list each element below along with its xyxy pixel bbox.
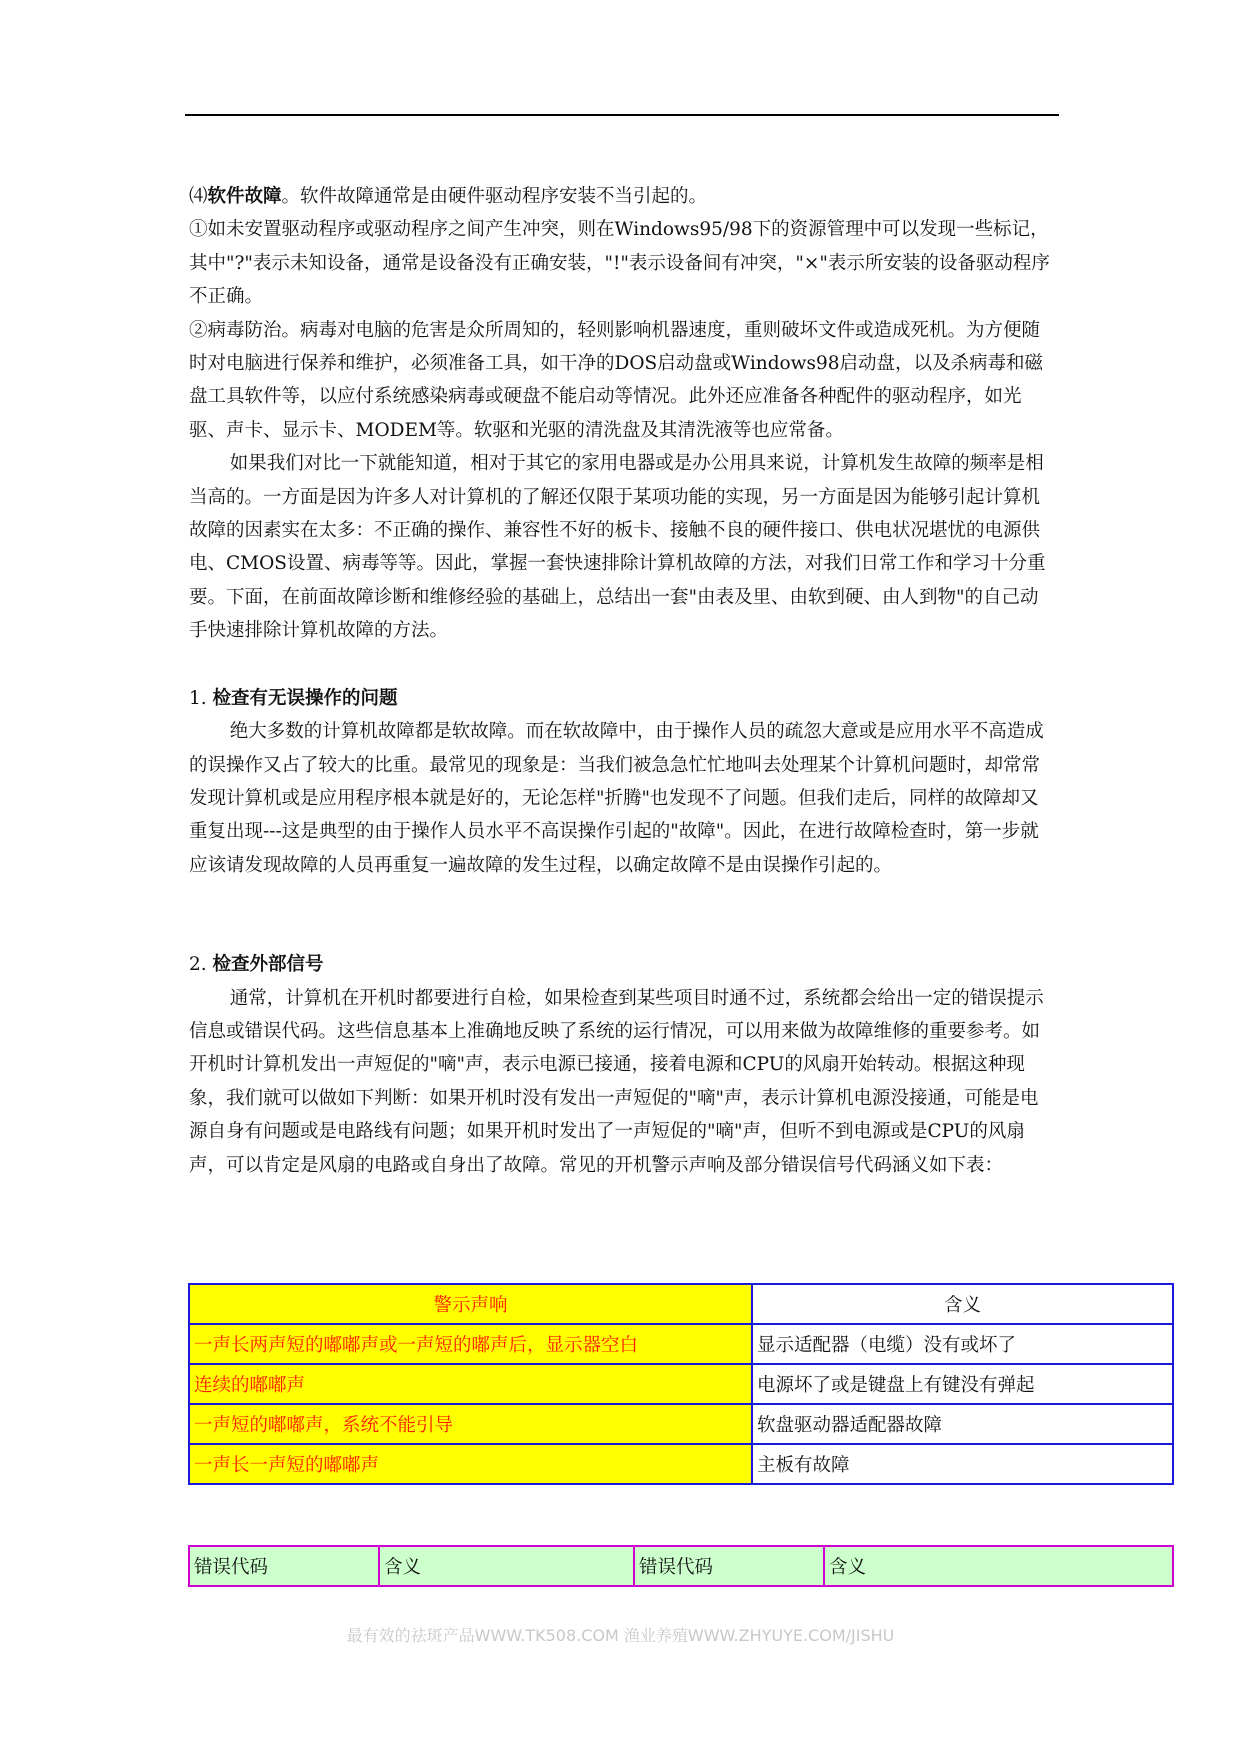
meaning-cell: 显示适配器（电缆）没有或坏了 [752,1324,1173,1364]
header-cell-beep: 警示声响 [189,1284,752,1324]
page-footer: 最有效的祛斑产品WWW.TK508.COM 渔业养殖WWW.ZHYUYE.COM/JISHU [346,1626,895,1645]
meaning-cell: 主板有故障 [752,1444,1173,1484]
section-4-prefix: ⑷ [189,186,208,207]
beep-cell: 连续的嘟嘟声 [189,1364,752,1404]
document-body [189,180,1057,1182]
table-row [189,1324,1173,1364]
meaning-cell: 电源坏了或是键盘上有键没有弹起 [752,1364,1173,1404]
section-1-number: 1. [189,687,207,709]
item-1-paragraph: ①如未安置驱动程序或驱动程序之间产生冲突，则在Windows95/98下的资源管理中可以发现一些标记，其中"?"表示未知设备，通常是设备没有正确安装，"!"表示设备间有冲突，"×"表示所安装的设备驱动程序不正确。 [189,219,1050,308]
header-rule [185,114,1059,116]
section-1-heading [189,682,1057,715]
section-4-text: 。软件故障通常是由硬件驱动程序安装不当引起的。 [281,186,708,207]
header-cell-meaning: 含义 [752,1284,1173,1324]
header-cell-error-code: 错误代码 [634,1546,824,1586]
section-2-title: 检查外部信号 [212,954,324,976]
section-4-paragraph [189,180,1057,213]
table-row [189,1364,1173,1404]
section-4-heading: 软件故障 [207,186,282,207]
beep-cell: 一声短的嘟嘟声，系统不能引导 [189,1404,752,1444]
spacer [189,882,1057,948]
table-header-row [189,1546,1173,1586]
table-row [189,1404,1173,1444]
intro-paragraph: 如果我们对比一下就能知道，相对于其它的家用电器或是办公用具来说，计算机发生故障的频率是相当高的。一方面是因为许多人对计算机的了解还仅限于某项功能的实现，另一方面是因为能够引起计算机故障的因素实在太多：不正确的操作、兼容性不好的板卡、接触不良的硬件接口、供电状况堪忧的电源供电、CMOS设置、病毒等等。因此，掌握一套快速排除计算机故障的方法，对我们日常工作和学习十分重要。下面，在前面故障诊断和维修经验的基础上，总结出一套"由表及里、由软到硬、由人到物"的自己动手快速排除计算机故障的方法。 [189,453,1046,642]
section-2-number: 2. [189,954,207,976]
spacer [189,648,1057,682]
meaning-cell: 软盘驱动器适配器故障 [752,1404,1173,1444]
table-header-row [189,1284,1173,1324]
section-2-body: 通常，计算机在开机时都要进行自检，如果检查到某些项目时通不过，系统都会给出一定的错误提示信息或错误代码。这些信息基本上准确地反映了系统的运行情况，可以用来做为故障维修的重要参考。如开机时计算机发出一声短促的"嘀"声，表示电源已接通，接着电源和CPU的风扇开始转动。根据这种现象，我们就可以做如下判断：如果开机时没有发出一声短促的"嘀"声，表示计算机电源没接通，可能是电源自身有问题或是电路线有问题；如果开机时发出了一声短促的"嘀"声，但听不到电源或是CPU的风扇声，可以肯定是风扇的电路或自身出了故障。常见的开机警示声响及部分错误信号代码涵义如下表： [189,987,1044,1176]
section-1-title: 检查有无误操作的问题 [212,687,398,709]
error-code-table [188,1545,1174,1587]
item-2-paragraph: ②病毒防治。病毒对电脑的危害是众所周知的，轻则影响机器速度，重则破坏文件或造成死机。为方便随时对电脑进行保养和维护，必须准备工具，如干净的DOS启动盘或Windows98启动盘，以及杀病毒和磁盘工具软件等，以应付系统感染病毒或硬盘不能启动等情况。此外还应准备各种配件的驱动程序，如光驱、声卡、显示卡、MODEM等。软驱和光驱的清洗盘及其清洗液等也应常备。 [189,319,1044,441]
table-row [189,1444,1173,1484]
section-2-heading [189,948,1057,981]
header-cell-error-code: 错误代码 [189,1546,379,1586]
beep-cell: 一声长一声短的嘟嘟声 [189,1444,752,1484]
beep-cell: 一声长两声短的嘟嘟声或一声短的嘟声后，显示器空白 [189,1324,752,1364]
header-cell-meaning: 含义 [379,1546,634,1586]
header-cell-meaning: 含义 [824,1546,1173,1586]
beep-code-table [188,1283,1174,1485]
section-1-body: 绝大多数的计算机故障都是软故障。而在软故障中，由于操作人员的疏忽大意或是应用水平不高造成的误操作又占了较大的比重。最常见的现象是：当我们被急急忙忙地叫去处理某个计算机问题时，却常常发现计算机或是应用程序根本就是好的，无论怎样"折腾"也发现不了问题。但我们走后，同样的故障却又重复出现---这是典型的由于操作人员水平不高误操作引起的"故障"。因此，在进行故障检查时，第一步就应该请发现故障的人员再重复一遍故障的发生过程，以确定故障不是由误操作引起的。 [189,721,1044,876]
